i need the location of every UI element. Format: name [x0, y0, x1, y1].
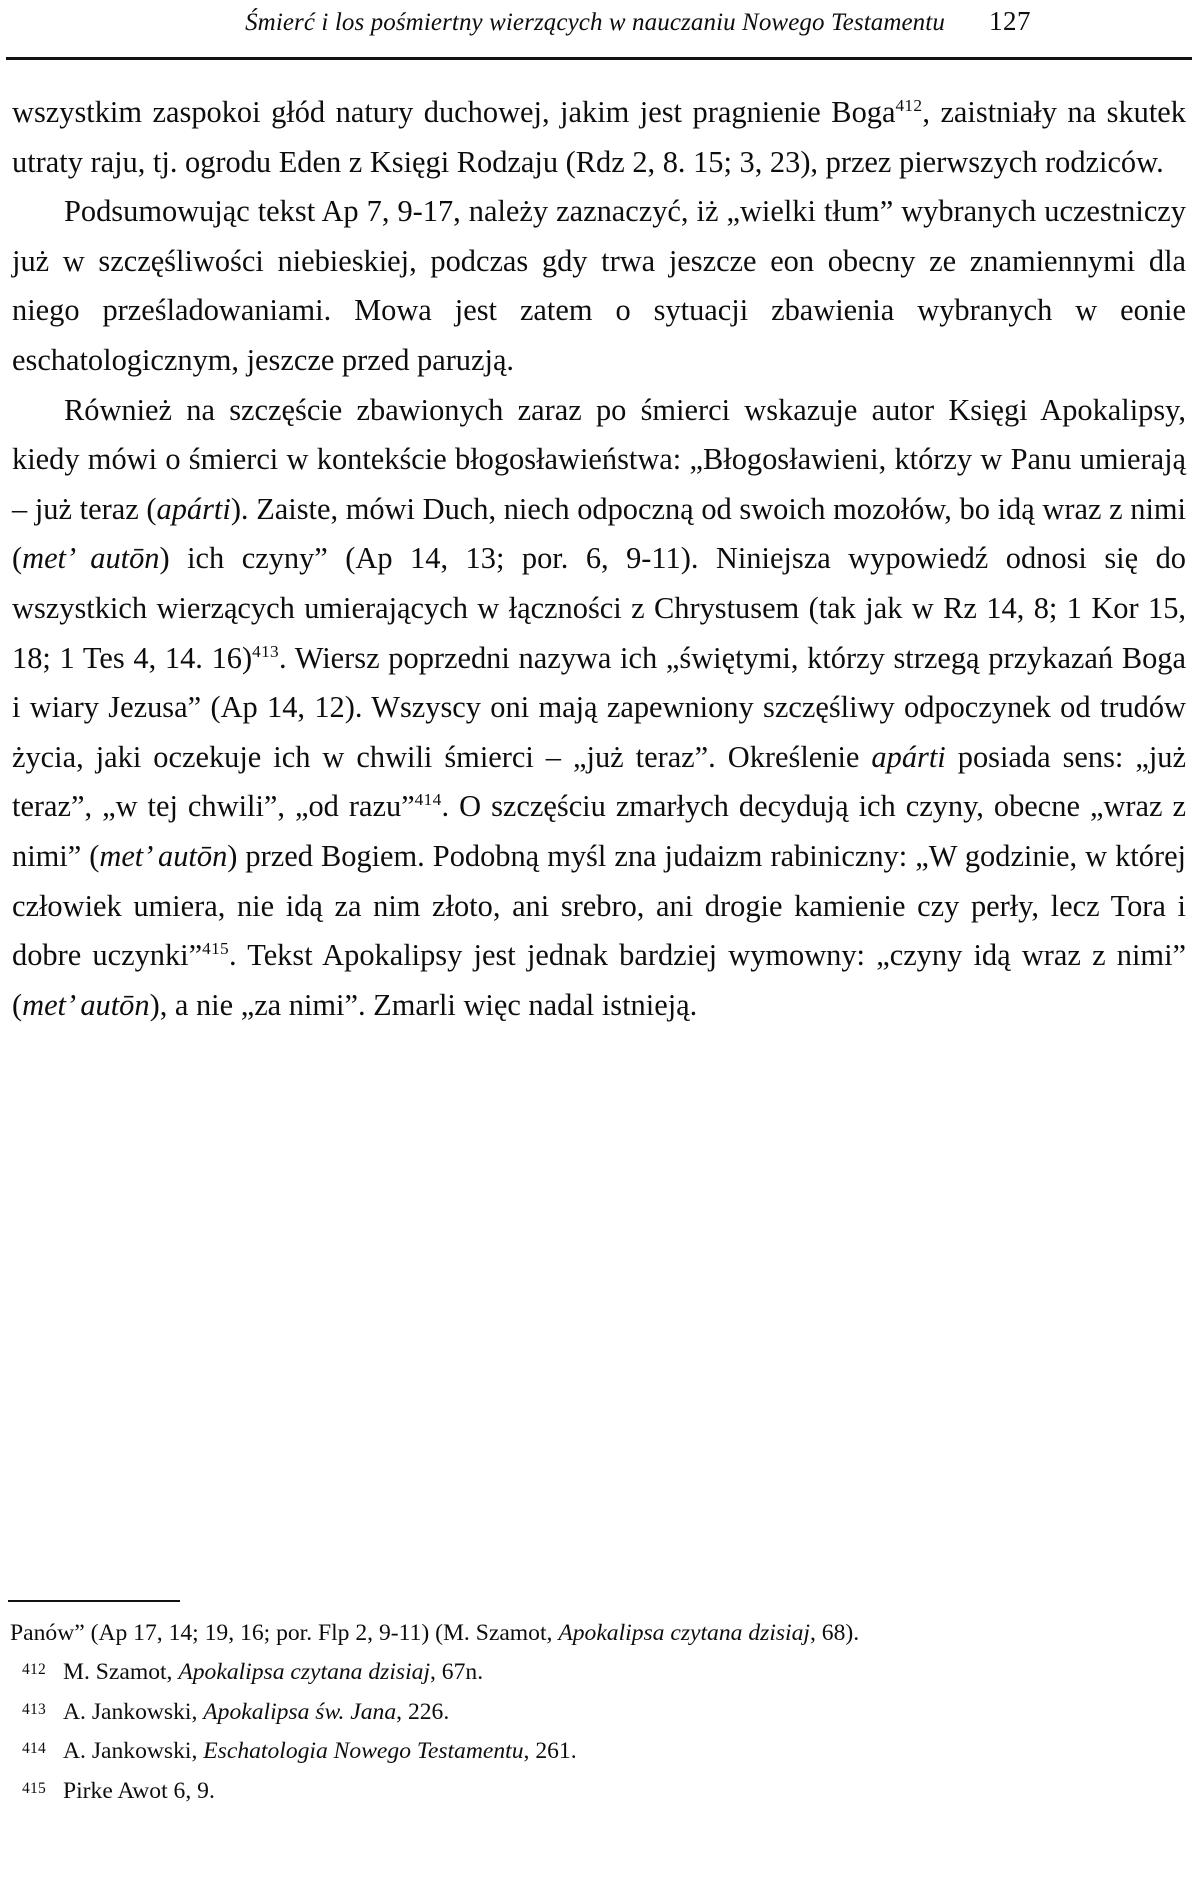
text-run: A. Jankowski, [63, 1738, 204, 1765]
text-run: , zaistniały na skutek utraty raju, tj. ogrodu Eden z Księgi Rodzaju (Rdz 2, 8. 15; 3, 23), przez pierwszych rodziców. [12, 95, 1186, 179]
italic-term: met’ autōn [22, 987, 150, 1022]
footnote-item [10, 1693, 1186, 1732]
italic-term: met’ autōn [22, 541, 160, 576]
footnote-block [10, 1614, 1186, 1811]
running-head-title: Śmierć i los pośmiertny wierzących w nauczaniu Nowego Testamentu [245, 9, 945, 36]
text-run: . Wiersz poprzedni nazywa ich „świętymi, którzy strzegą przykazań Boga i wiary Jezusa” (Ap 14, 12). Wszyscy oni mają zapewniony szczęśliwy odpoczynek od trudów życia, jaki oczekuje ich w chwili śmierci – „już teraz”. Określenie [12, 640, 1186, 774]
text-run: , 68). [809, 1620, 860, 1646]
paragraph [12, 386, 1186, 1031]
body-text [12, 88, 1186, 1030]
text-run: Podsumowując tekst Ap 7, 9-17, należy zaznaczyć, iż „wielki tłum” wybranych uczestniczy już w szczęśliwości niebieskiej, podczas gdy trwa jeszcze eon obecny ze znamiennymi dla niego prześladowaniami. Mowa jest zatem o sytuacji zbawienia wybranych w eonie eschatologicznym, jeszcze przed paruzją. [12, 194, 1186, 377]
text-run: ), a nie „za nimi”. Zmarli więc nadal istnieją. [149, 987, 698, 1022]
italic-term: Eschatologia Nowego Testamentu [203, 1738, 524, 1765]
italic-term: Apokalipsa św. Jana [203, 1698, 397, 1725]
header-rule [6, 57, 1192, 60]
footnote-number: 414 [22, 1740, 46, 1758]
text-run: ). Zaiste, mówi Duch, niech odpoczną od swoich mozołów, bo idą wraz z nimi ( [12, 491, 1186, 576]
text-run: . Tekst Apokalipsy jest jednak bardziej wymowny: „czyny idą wraz z nimi” ( [12, 938, 1186, 1022]
running-head-inner [8, 6, 1190, 37]
footnote-separator-rule [8, 1600, 180, 1602]
footnote-body [22, 1659, 484, 1686]
footnote-item [10, 1772, 1186, 1811]
footnote-reference[interactable]: 414 [414, 790, 442, 810]
text-run: ) przed Bogiem. Podobną myśl zna judaizm rabiniczny: „W godzinie, w której człowiek umiera, nie idą za nim złoto, ani srebro, ani drogie kamienie czy perły, lecz Tora i dobre uczynki” [12, 838, 1187, 973]
footnote-body [22, 1698, 450, 1725]
paragraph [12, 88, 1186, 187]
text-run: wszystkim zaspokoi głód natury duchowej, jakim jest pragnienie Boga [12, 95, 896, 129]
italic-term: apárti [156, 491, 231, 526]
text-run: posiada sens: „już teraz”, „w tej chwili”, „od razu” [12, 739, 1186, 824]
text-run: . O szczęściu zmarłych decydują ich czyny, obecne „wraz z nimi” ( [12, 789, 1186, 873]
footnote-text [63, 1738, 577, 1764]
footnote-item [10, 1653, 1186, 1692]
footnote-body [22, 1738, 577, 1765]
italic-term: Apokalipsa czytana dzisiaj [558, 1620, 810, 1646]
text-run: , 226. [396, 1698, 450, 1725]
footnote-continuation [10, 1614, 1186, 1653]
footnote-number: 415 [22, 1779, 46, 1797]
footnote-item [10, 1732, 1186, 1771]
footnote-text [63, 1699, 449, 1725]
text-run: Panów” (Ap 17, 14; 19, 16; por. Flp 2, 9-11) (M. Szamot, [10, 1620, 559, 1646]
footnote-number: 413 [22, 1700, 46, 1718]
text-run: Pirke Awot 6, 9. [63, 1777, 215, 1804]
running-head [8, 6, 1190, 50]
text-run: , 261. [523, 1738, 577, 1765]
footnote-reference[interactable]: 413 [252, 641, 279, 661]
italic-term: apárti [871, 739, 946, 774]
footnote-text [63, 1659, 483, 1685]
italic-term: Apokalipsa czytana dzisiaj [178, 1659, 430, 1686]
text-run: , 67n. [430, 1659, 484, 1686]
page-number: 127 [988, 6, 1031, 36]
text-run: Również na szczęście zbawionych zaraz po śmierci wskazuje autor Księgi Apokalipsy, kiedy mówi o śmierci w kontekście błogosławieństwa: „Błogosławieni, którzy w Panu umierają – już teraz ( [12, 392, 1186, 526]
footnote-body [22, 1777, 215, 1804]
footnote-number: 412 [22, 1661, 46, 1679]
italic-term: met’ autōn [99, 838, 228, 873]
footnote-reference[interactable]: 415 [202, 938, 229, 958]
text-run: M. Szamot, [63, 1659, 179, 1686]
footnote-text [63, 1778, 215, 1804]
text-run: A. Jankowski, [63, 1698, 204, 1725]
footnote-reference[interactable]: 412 [895, 95, 923, 115]
paragraph [12, 187, 1186, 385]
text-run: ) ich czyny” (Ap 14, 13; por. 6, 9-11). Niniejsza wypowiedź odnosi się do wszystkich wierzących umierających w łączności z Chrystusem (tak jak w Rz 14, 8; 1 Kor 15, 18; 1 Tes 4, 14. 16) [12, 541, 1186, 675]
